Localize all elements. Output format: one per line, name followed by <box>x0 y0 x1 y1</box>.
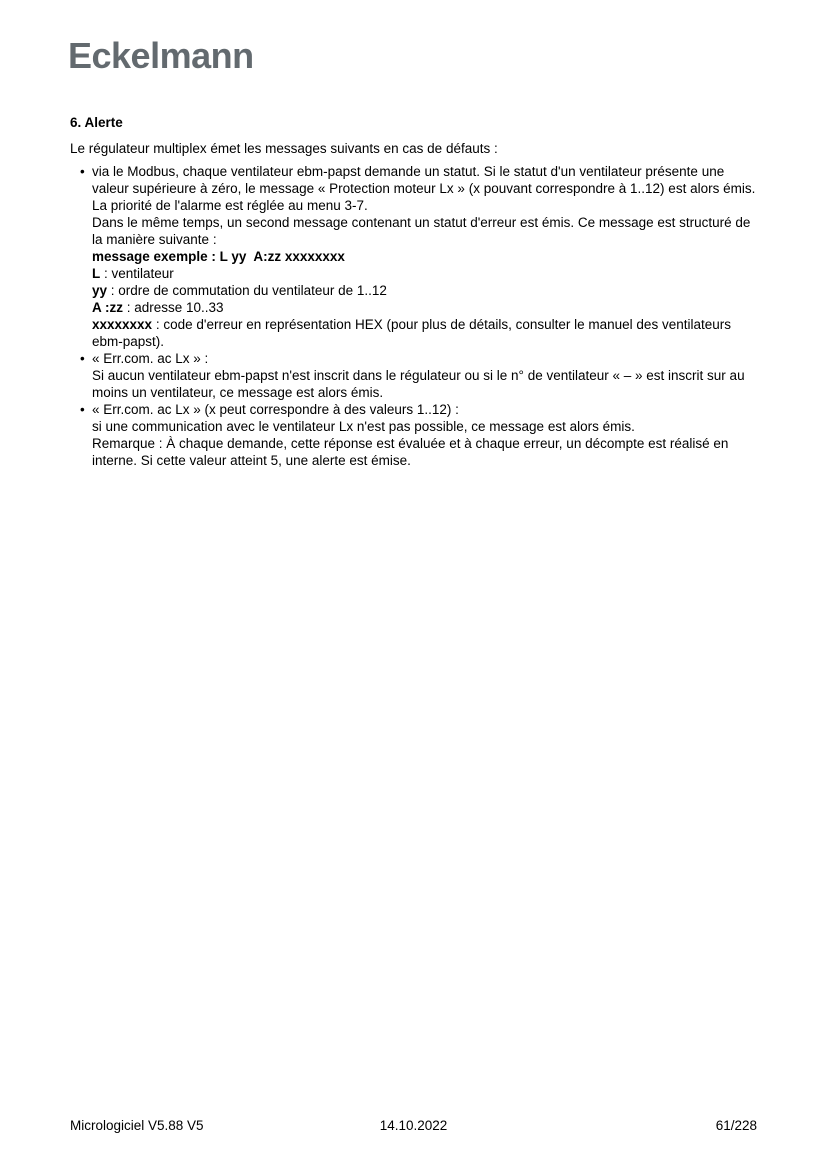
bullet1-paragraph2: Dans le même temps, un second message contenant un statut d'erreur est émis. Ce message est structuré de la manière suivante : <box>92 215 751 247</box>
bullet3-title-line: « Err.com. ac Lx » (x peut correspondre à des valeurs 1..12) : <box>92 402 459 417</box>
definition-line-L <box>92 265 760 282</box>
intro-paragraph: Le régulateur multiplex émet les messages suivants en cas de défauts : <box>70 141 498 156</box>
definition-text: : ventilateur <box>100 266 174 281</box>
definition-term: L <box>92 266 101 281</box>
list-item-errcom-communication <box>70 401 760 469</box>
bullet3-description: si une communication avec le ventilateur Lx n'est pas possible, ce message est alors émis. <box>92 419 635 434</box>
message-example-line: message exemple : L yy A:zz xxxxxxxx <box>92 249 345 264</box>
definition-term: yy <box>92 283 108 298</box>
section-alerte <box>70 114 760 469</box>
bullet1-paragraph1: via le Modbus, chaque ventilateur ebm-papst demande un statut. Si le statut d'un ventilateur présente une valeur supérieure à zéro, le message « Protection moteur Lx » (x pouvant correspondre à 1..12) est alors émis. La priorité de l'alarme est réglée au menu 3-7. <box>92 164 756 213</box>
bullet3-remark: Remarque : À chaque demande, cette réponse est évaluée et à chaque erreur, un décompte est réalisé en interne. Si cette valeur atteint 5, une alerte est émise. <box>92 436 729 468</box>
footer-firmware-version: Micrologiciel V5.88 V5 <box>70 1118 204 1133</box>
eckelmann-logo: Eckelmann <box>68 35 254 76</box>
section-heading: 6. Alerte <box>70 115 123 130</box>
list-item-errcom-missing-fan <box>70 350 760 401</box>
definition-line-yy <box>92 282 760 299</box>
alert-message-list <box>70 163 760 469</box>
definition-line-hex <box>92 316 760 350</box>
bullet2-title-line: « Err.com. ac Lx » : <box>92 351 209 366</box>
definition-term: A :zz <box>92 300 123 315</box>
bullet-icon: • <box>80 351 85 366</box>
definition-text: : code d'erreur en représentation HEX (pour plus de détails, consulter le manuel des ventilateurs ebm-papst). <box>92 317 731 349</box>
definition-line-azz <box>92 299 760 316</box>
bullet-icon: • <box>80 164 85 179</box>
footer-page-number: 61/228 <box>715 1118 757 1133</box>
footer-date: 14.10.2022 <box>379 1118 448 1133</box>
bullet1-body <box>92 163 760 350</box>
bullet2-description: Si aucun ventilateur ebm-papst n'est inscrit dans le régulateur ou si le n° de ventilateur « – » est inscrit sur au moins un ventilateur, ce message est alors émis. <box>92 368 745 400</box>
page-footer <box>70 1117 757 1134</box>
definition-text: : ordre de commutation du ventilateur de 1..12 <box>107 283 387 298</box>
list-item-modbus-status <box>70 163 760 350</box>
bullet2-body <box>92 350 760 401</box>
definition-text: : adresse 10..33 <box>123 300 224 315</box>
definition-term: xxxxxxxx <box>92 317 153 332</box>
bullet3-body <box>92 401 760 469</box>
bullet-icon: • <box>80 402 85 417</box>
